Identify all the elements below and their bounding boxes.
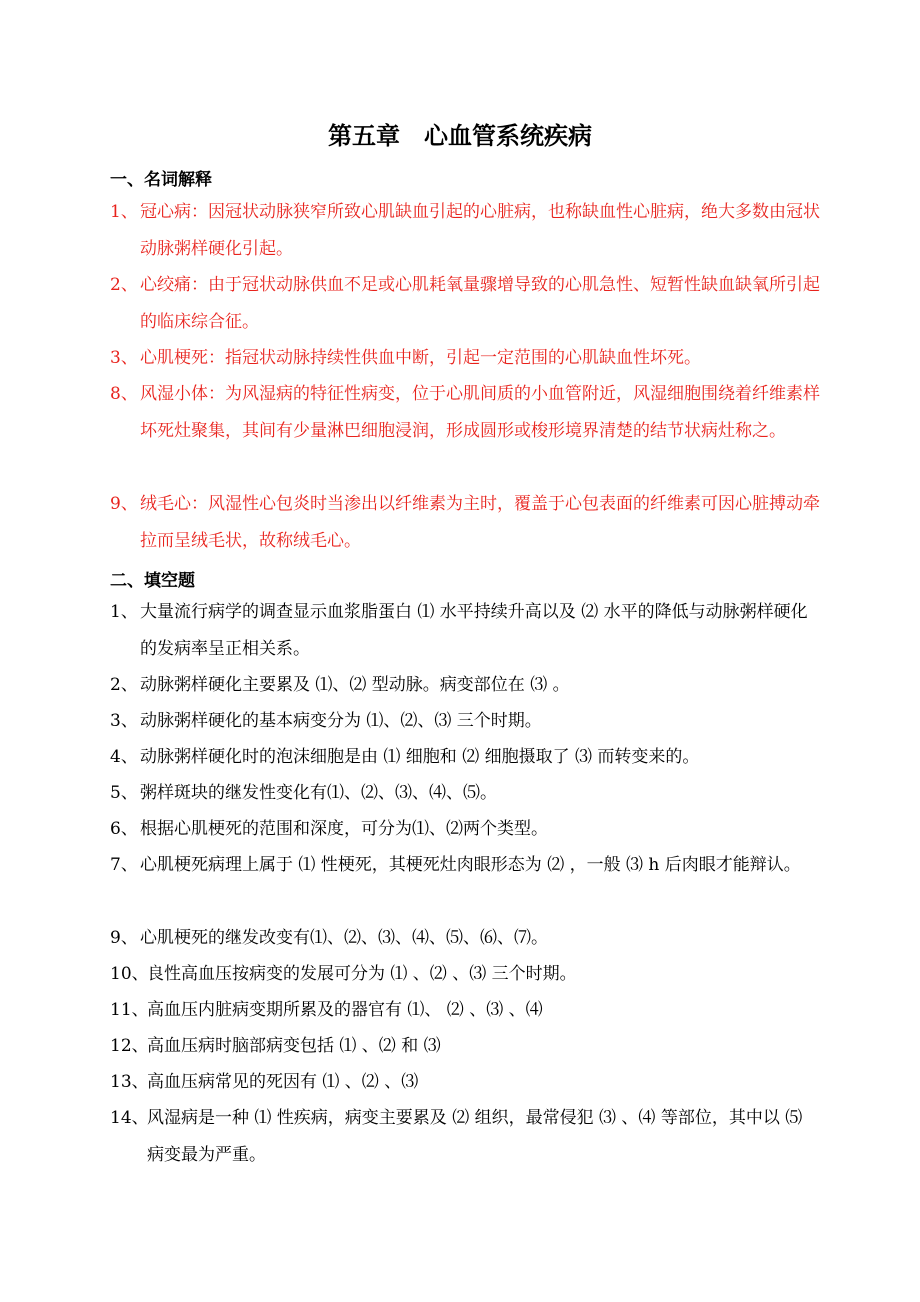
item-number: 2、 [110,275,138,295]
item-number: 7、 [110,855,138,875]
fill-in-item [110,811,822,848]
item-text: 心肌梗死病理上属于 ⑴ 性梗死，其梗死灶肉眼形态为 ⑵ ，一般 ⑶ h 后肉眼才能辩认。 [140,855,801,875]
fill-in-item [110,703,822,740]
item-number: 8、 [110,384,138,404]
definition-item [110,267,822,341]
fill-in-item [110,739,822,776]
definition-item [110,376,822,450]
item-number: 9、 [110,494,138,514]
fill-in-item [110,775,822,812]
item-text: 高血压病时脑部病变包括 ⑴ 、⑵ 和 ⑶ [147,1036,441,1056]
item-text: 动脉粥样硬化时的泡沫细胞是由 ⑴ 细胞和 ⑵ 细胞摄取了 ⑶ 而转变来的。 [140,747,700,767]
item-text: 粥样斑块的继发性变化有⑴、⑵、⑶、⑷、⑸。 [140,783,497,803]
fill-in-item [110,920,822,957]
item-text: 根据心肌梗死的范围和深度，可分为⑴、⑵两个类型。 [140,819,548,839]
item-text: 绒毛心：风湿性心包炎时当渗出以纤维素为主时，覆盖于心包表面的纤维素可因心脏搏动牵拉而呈绒毛状，故称绒毛心。 [140,494,820,551]
item-number: 13、 [110,1072,149,1092]
page-title: 第五章 心血管系统疾病 [328,121,592,150]
fill-in-item [110,847,822,884]
definition-item [110,486,822,560]
item-text: 大量流行病学的调查显示血浆脂蛋白 ⑴ 水平持续升高以及 ⑵ 水平的降低与动脉粥样硬化的发病率呈正相关系。 [140,602,808,659]
item-text: 风湿小体：为风湿病的特征性病变，位于心肌间质的小血管附近，风湿细胞围绕着纤维素样坏死灶聚集，其间有少量淋巴细胞浸润，形成圆形或梭形境界清楚的结节状病灶称之。 [140,384,820,441]
item-text: 心肌梗死的继发改变有⑴、⑵、⑶、⑷、⑸、⑹、⑺。 [140,928,548,948]
item-number: 14、 [110,1108,149,1128]
item-number: 1、 [110,202,138,222]
item-number: 12、 [110,1036,149,1056]
fill-in-item [110,594,822,668]
item-number: 3、 [110,711,138,731]
item-text: 良性高血压按病变的发展可分为 ⑴ 、⑵ 、⑶ 三个时期。 [147,964,577,984]
item-text: 高血压病常见的死因有 ⑴ 、⑵ 、⑶ [147,1072,419,1092]
fill-in-item [110,1100,822,1174]
definition-item [110,194,822,268]
item-text: 心绞痛：由于冠状动脉供血不足或心肌耗氧量骤增导致的心肌急性、短暂性缺血缺氧所引起的临床综合征。 [140,275,820,332]
item-number: 5、 [110,783,138,803]
fill-in-item [110,956,822,993]
definition-item [110,340,822,377]
item-text: 心肌梗死：指冠状动脉持续性供血中断，引起一定范围的心肌缺血性坏死。 [140,348,701,368]
item-number: 11、 [110,1000,149,1020]
item-text: 动脉粥样硬化主要累及 ⑴、⑵ 型动脉。病变部位在 ⑶ 。 [140,675,570,695]
item-number: 4、 [110,747,138,767]
fill-in-item [110,1028,822,1065]
fill-in-item [110,667,822,704]
item-text: 高血压内脏病变期所累及的器官有 ⑴、 ⑵ 、⑶ 、⑷ [147,1000,543,1020]
section-heading-definitions: 一、名词解释 [110,170,212,190]
item-text: 冠心病：因冠状动脉狭窄所致心肌缺血引起的心脏病，也称缺血性心脏病，绝大多数由冠状动脉粥样硬化引起。 [140,202,820,259]
item-number: 1、 [110,602,138,622]
item-number: 10、 [110,964,149,984]
item-text: 风湿病是一种 ⑴ 性疾病，病变主要累及 ⑵ 组织，最常侵犯 ⑶ 、⑷ 等部位，其中以 ⑸ 病变最为严重。 [147,1108,803,1165]
item-number: 2、 [110,675,138,695]
item-number: 6、 [110,819,138,839]
section-heading-fill-in: 二、填空题 [110,571,195,591]
item-number: 3、 [110,348,138,368]
item-number: 9、 [110,928,138,948]
fill-in-item [110,1064,822,1101]
fill-in-item [110,992,822,1029]
item-text: 动脉粥样硬化的基本病变分为 ⑴、⑵、⑶ 三个时期。 [140,711,542,731]
